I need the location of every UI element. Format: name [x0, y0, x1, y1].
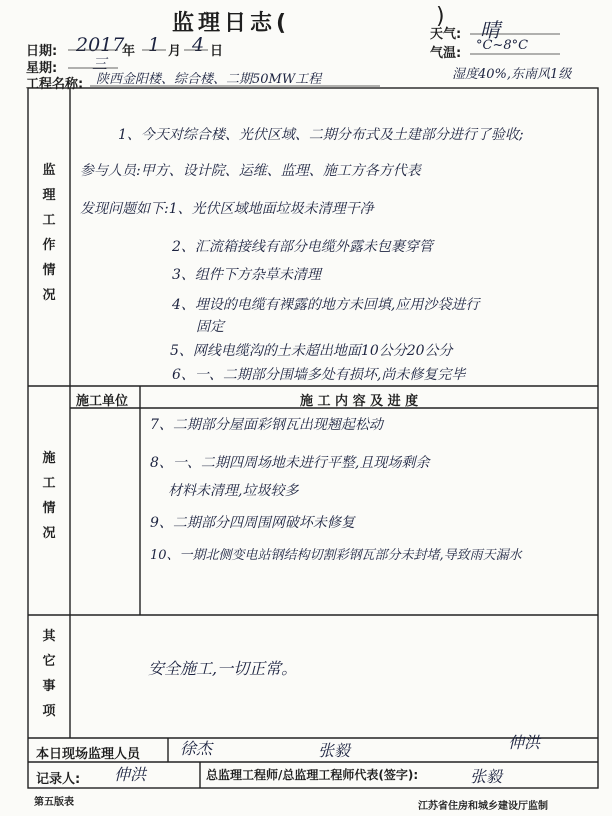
supervision-line: 1、今天对综合楼、光伏区域、二期分布式及土建部分进行了验收;	[118, 127, 524, 143]
supervision-line: 3、组件下方杂草未清理	[172, 267, 321, 283]
staff-signature: 张毅	[318, 741, 351, 760]
construction-line: 10、一期北侧变电站钢结构切割彩钢瓦部分未封堵,导致雨天漏水	[150, 548, 522, 563]
supervision-section-label	[38, 158, 60, 308]
project-label: 工程名称:	[26, 77, 84, 92]
other-label-char: 它	[42, 654, 56, 669]
issuer-text: 江苏省住房和城乡建设厅监制	[418, 801, 548, 812]
project-value: 陕西金阳楼、综合楼、二期50MW工程	[96, 72, 322, 87]
weekday-label: 星期:	[26, 61, 58, 76]
recorder-signature: 伸洪	[114, 765, 147, 784]
construction-line: 8、一、二期四周场地未进行平整,且现场剩余	[150, 455, 430, 471]
supervision-label-char: 监	[42, 163, 56, 178]
construction-label-char: 工	[42, 476, 56, 491]
construction-label-char: 况	[42, 526, 56, 541]
other-label-char: 其	[42, 629, 56, 644]
supervision-line: 2、汇流箱接线有部分电缆外露未包裹穿管	[172, 239, 433, 255]
construction-content-header: 施 工 内 容 及 进 度	[300, 394, 419, 409]
title-close-paren: )	[436, 4, 445, 29]
other-text: 安全施工,一切正常。	[148, 659, 298, 678]
date-day: 4	[192, 34, 205, 56]
supervision-line: 发现问题如下:1、光伏区域地面垃圾未清理干净	[80, 201, 374, 217]
construction-label-char: 施	[42, 451, 56, 466]
supervision-line: 6、一、二期部分围墙多处有损坏,尚未修复完毕	[172, 367, 466, 383]
weather-label: 天气:	[430, 27, 462, 42]
month-unit: 月	[168, 44, 182, 59]
supervision-line: 4、埋设的电缆有裸露的地方未回填,应用沙袋进行	[172, 297, 480, 313]
supervision-label-char: 情	[42, 263, 56, 278]
other-section-label	[38, 624, 60, 724]
construction-label-char: 情	[42, 501, 56, 516]
supervision-label-char: 理	[42, 188, 56, 203]
supervision-label-char: 况	[42, 288, 56, 303]
day-unit: 日	[210, 44, 224, 59]
date-month: 1	[148, 34, 161, 56]
extra-weather: 湿度40%,东南风1级	[452, 67, 572, 82]
staff-label: 本日现场监理人员	[36, 747, 141, 762]
form-number: 第五版表	[34, 797, 74, 808]
page-title: 监理日志(	[172, 11, 291, 36]
recorder-label: 记录人:	[36, 772, 81, 787]
date-year: 2017	[76, 34, 125, 56]
date-label: 日期:	[26, 44, 58, 59]
supervision-label-char: 工	[42, 213, 56, 228]
weather-value: 晴	[480, 18, 500, 42]
construction-section-label	[38, 446, 60, 546]
chief-label: 总监理工程师/总监理工程师代表(签字):	[206, 768, 419, 782]
other-label-char: 项	[42, 704, 56, 719]
temp-label: 气温:	[430, 46, 462, 61]
staff-signature: 徐杰	[180, 739, 213, 758]
supervision-line: 5、网线电缆沟的土未超出地面10公分20公分	[170, 343, 453, 359]
supervision-label-char: 作	[42, 238, 56, 253]
supervision-line: 参与人员:甲方、设计院、运维、监理、施工方各方代表	[80, 163, 421, 179]
staff-signature: 伸洪	[508, 733, 541, 752]
temp-value: °C~8°C	[476, 38, 529, 53]
weekday-value: 三	[92, 55, 108, 73]
construction-line: 材料未清理,垃圾较多	[168, 483, 299, 499]
year-unit: 年	[122, 44, 136, 59]
supervision-line: 固定	[196, 319, 224, 335]
construction-line: 9、二期部分四周围网破坏未修复	[150, 515, 355, 531]
construction-unit-header: 施工单位	[76, 394, 129, 409]
construction-line: 7、二期部分屋面彩钢瓦出现翘起松动	[150, 417, 383, 433]
other-label-char: 事	[42, 679, 56, 694]
chief-signature: 张毅	[470, 767, 503, 786]
